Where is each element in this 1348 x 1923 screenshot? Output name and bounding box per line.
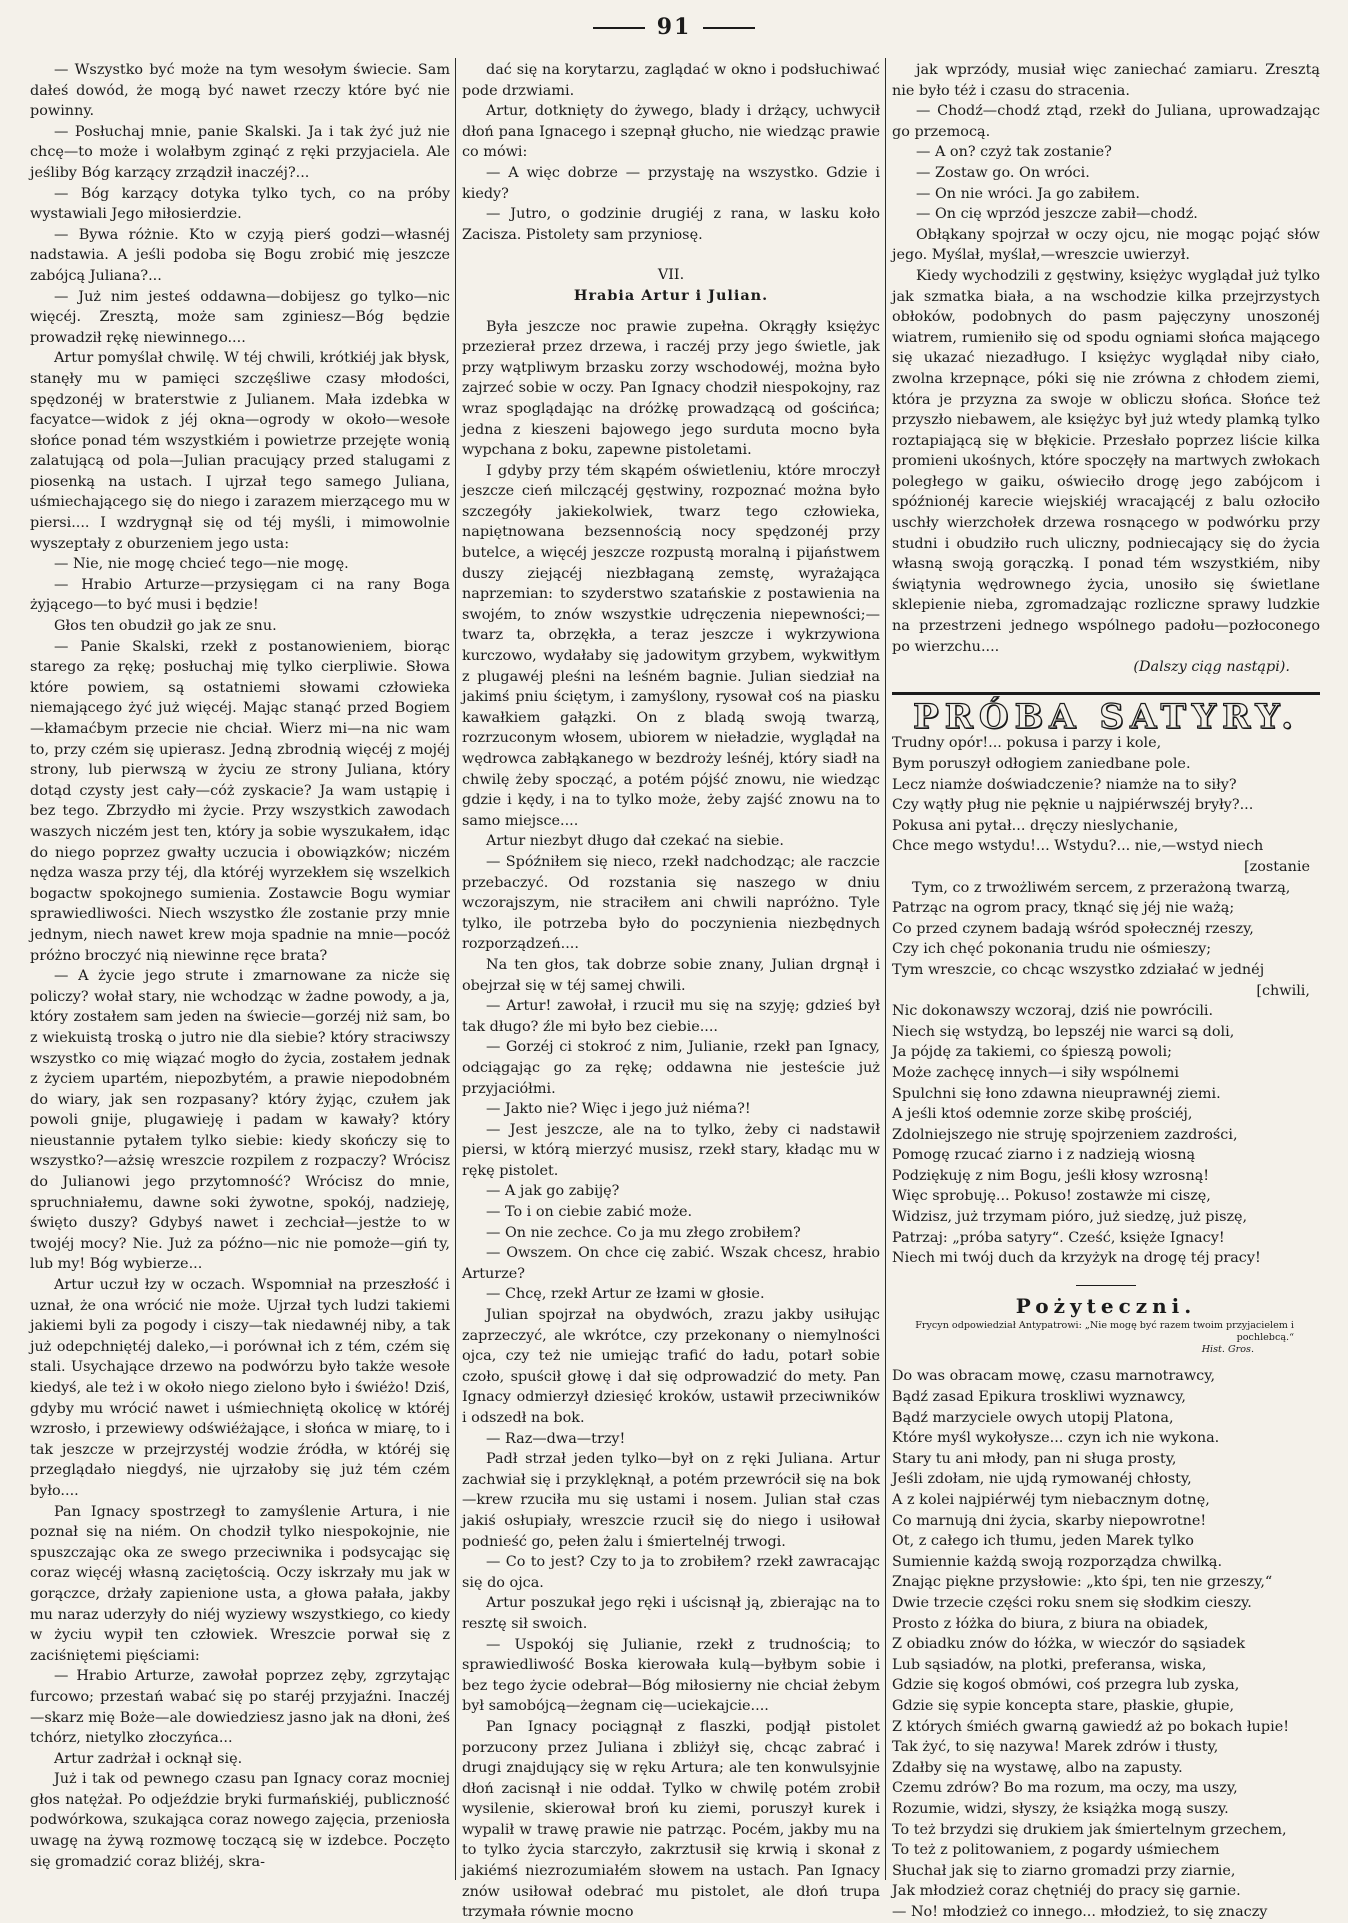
- verse-line: Niech się wstydzą, bo lepszéj nie warci są doli,: [892, 1023, 1235, 1040]
- paragraph: Była jeszcze noc prawie zupełna. Okrągły księżyc przezierał przez drzewa, i raczéj przy jego świetle, jak przy wątpliwym brzasku zorzy wschodowéj, można było zajrzeć sobie w oczy. Pan Ignacy chodził niespokojny, raz wraz spoglądając na dróżkę prowadzącą od gościńca; jedna z kieszeni bajowego jego surduta mocno była wypchana z boku, zapewne pistoletami.: [462, 318, 880, 459]
- paragraph: — Co to jest? Czy to ja to zrobiłem? rzekł zawracając się do ojca.: [462, 1554, 880, 1591]
- paragraph: Artur poszukał jego ręki i uścisnął ją, zbierając na to resztę sił swoich.: [462, 1595, 880, 1632]
- paragraph: — Hrabio Arturze—przysięgam ci na rany Boga żyjącego—to być musi i będzie!: [30, 576, 450, 614]
- section-divider: [892, 692, 1320, 695]
- verse-line: Jak młodzież coraz chętniéj do pracy się garnie.: [892, 1883, 1241, 1900]
- column-divider: [885, 58, 886, 1880]
- chapter-number: VII.: [657, 267, 685, 284]
- verse-line: Może zachęcę innych—i siły wspólnemi: [892, 1064, 1179, 1081]
- paragraph: Na ten głos, tak dobrze sobie znany, Julian drgnął i obejrzał się w téj samej chwili.: [462, 956, 880, 994]
- verse-line: Bym poruszył odłogiem zaniedbane pole.: [892, 756, 1191, 772]
- verse-line: Zdałby się na wystawę, albo na zapusty.: [892, 1759, 1183, 1776]
- verse-line: Pomogę rzucać ziarno i z nadzieją wiosną: [892, 1147, 1196, 1164]
- paragraph: — A on? czyż tak zostanie?: [916, 144, 1112, 161]
- verse-line: To też z politowaniem, z pogardy uśmiechem: [892, 1842, 1220, 1859]
- verse-line: Jeśli zdołam, nie ujdą rymowanéj chłosty,: [892, 1471, 1192, 1488]
- paragraph: — Chodź—chodź ztąd, rzekł do Juliana, uprowadzając go przemocą.: [892, 103, 1320, 140]
- paragraph: — Posłuchaj mnie, panie Skalski. Ja i tak żyć już nie chcę—to może i wolałbym zginąć z ręki przyjaciela. Ale jeśliby Bóg karzący zrządził inaczéj?...: [30, 123, 450, 181]
- verse-line: Bądź marzyciele owych utopij Platona,: [892, 1409, 1174, 1426]
- paragraph: — Jest jeszcze, ale na to tylko, żeby ci nadstawił piersi, w którą mierzyć musisz, rzekł stary, kładąc mu w rękę pistolet.: [462, 1121, 880, 1179]
- paragraph: — Zostaw go. On wróci.: [916, 164, 1090, 181]
- verse-line: Spulchni się łono zdawna nieuprawnéj ziemi.: [892, 1085, 1221, 1102]
- verse-line: Bądź zasad Epikura troskliwi wyznawcy,: [892, 1389, 1186, 1406]
- verse-line: Do was obracam mowę, czasu marnotrawcy,: [892, 1368, 1216, 1385]
- verse-line: Dwie trzecie części roku snem się słodkim cieszy.: [892, 1594, 1252, 1611]
- verse-line: To też brzydzi się drukiem jak śmiertelnym grzechem,: [892, 1821, 1287, 1838]
- paragraph: I gdyby przy tém skąpém oświetleniu, które mroczył jeszcze cień milczącéj gęstwiny, rozpoznać można było szczegóły jakiekolwiek, twarz tego człowieka, napiętnowana bezsennością nocy spędzonéj przy butelce, a więcéj jeszcze rozpustą moralną i pijaństwem duszy ziejącéj niezbłaganą zemstę, wyrażająca naprzemian: to szyderstwo szatańskie z postawienia na swojém, to znów wszystkie udręczenia niepewności;—twarz ta, obrzękła, a teraz jeszcze i wykrzywiona kurczowo, wydałaby się jadowitym grzybem, wykwitłym z plugawéj pleśni na leśném bagnie. Julian siedział na jakimś pniu ściętym, i zamyślony, rysował coś na piasku kawałkiem gałązki. On z bladą swoją twarzą, rozrzuconym włosem, ubiorem w nieładzie, wyglądał na wędrowca zabłąkanego w bezdroży leśnéj, który siadł na chwilę żeby spocząć, a potém pójść znowu, nie wiedząc gdzie i kędy, i na to tylko może, żeby zajść znowu na to samo miejsce....: [462, 462, 880, 829]
- verse-line: Nic dokonawszy wczoraj, dziś nie powrócili.: [892, 1003, 1214, 1020]
- paragraph: Julian spojrzał na obydwóch, zrazu jakby usiłując zaprzeczyć, ale wkrótce, czy przekonany o niemylności ojca, czy też nie umiejąc trafić do ładu, potarł sobie czoło, spuścił głowę i dał się odprowadzić do mety. Pan Ignacy odmierzył dziesięć kroków, ustawił przeciwników i odszedł na bok.: [462, 1307, 880, 1426]
- verse-line: Gdzie się sypie koncepta stare, płaskie, głupie,: [892, 1697, 1235, 1714]
- paragraph: — Owszem. On chce cię zabić. Wszak chcesz, hrabio Arturze?: [462, 1245, 880, 1282]
- paragraph: — On nie wróci. Ja go zabiłem.: [916, 185, 1140, 202]
- paragraph: — Jutro, o godzinie drugiéj z rana, w lasku koło Zacisza. Pistolety sam przyniosę.: [462, 206, 880, 243]
- paragraph: — Hrabio Arturze, zawołał poprzez zęby, zgrzytając furcowo; przestań wabać się po staréj przyjaźni. Inaczéj—skarz mię Boże—ale dowiedziesz jasno jak na dłoni, żeś tchórz, nietylko złoczyńca...: [30, 1668, 450, 1747]
- paragraph: — A jak go zabiję?: [486, 1183, 620, 1200]
- paragraph: — Bywa różnie. Kto w czyją pierś godzi—własnéj nadstawia. A jeśli podoba się Bogu zrobić mię jeszcze zabójcą Juliana?...: [30, 226, 450, 284]
- paragraph: — Artur! zawołał, i rzucił mu się na szyję; gdzieś był tak długo? źle mi było bez ciebie....: [462, 998, 880, 1035]
- verse-line: Ja pójdę za takiemi, co śpieszą powoli;: [892, 1044, 1172, 1061]
- verse-line: Tym wreszcie, co chcąc wszystko zdziałać w jednéj: [892, 961, 1265, 978]
- paragraph: Padł strzał jeden tylko—był on z ręki Juliana. Artur zachwiał się i przyklęknął, a potém przewrócił się na bok—krew rzuciła mu się ustami i nosem. Julian stał czas jakiś osłupiały, wreszcie rzucił się do niego i usiłował podnieść go, pełen żalu i śmiertelnéj trwogi.: [462, 1451, 880, 1550]
- verse-line: Czemu zdrów? Bo ma rozum, ma oczy, ma uszy,: [892, 1780, 1238, 1797]
- epigraph: [892, 1320, 1294, 1356]
- verse-line: Więc sprobuję... Pokuso! zostawże mi ciszę,: [892, 1188, 1211, 1205]
- verse-line: Ot, z całego ich tłumu, jeden Marek tylko: [892, 1533, 1194, 1550]
- verse-line: Co marnują dni życia, skarby niepowrotne!: [892, 1512, 1207, 1529]
- verse-line: Lecz niamże doświadczenie? niamże na to siły?: [892, 776, 1237, 793]
- verse-line: Patrzaj: „próba satyry“. Cześć, księże Ignacy!: [892, 1229, 1225, 1246]
- paragraph: Artur zadrżał i ocknął się.: [54, 1750, 243, 1767]
- verse-line: Niech mi twój duch da krzyżyk na drogę téj pracy!: [892, 1250, 1261, 1267]
- column-divider: [455, 58, 456, 1880]
- paragraph: — Bóg karzący dotyka tylko tych, co na próby wystawiali Jego miłosierdzie.: [30, 185, 450, 223]
- verse-line: Rozumie, widzi, słyszy, że książka mogą suszy.: [892, 1800, 1229, 1817]
- paragraph: — Panie Skalski, rzekł z postanowieniem, biorąc starego za rękę; posłuchaj mię tylko cierpliwie. Słowa które powiem, są ostatniemi słowami człowieka niemającego żyć już więcéj. Mając stanąć przed Bogiem—kłamaćbym przecie nie chciał. Wierz mi—na nic wam to, przy czém się upierasz. Jedną zbrodnią więcéj z mojéj strony, lub pierwszą w życiu ze strony Juliana, który dotąd czysty jest cały—cóż zyskacie? Ja wam ustąpię i bez tego. Zbrzydło mi życie. Przy wszystkich zawodach waszych niczém jest ten, który ja sobie wyszukałem, idąc do niego poprzez gwałty uczucia i obowiązków; niczém nędza wasza przy téj, dla któréj wyrzekłem się wszelkich bogactw spokojnego sumienia. Zostawcie Bogu wymiar sprawiedliwości. Niech wszystko źle zostanie przy mnie jednym, niech nawet krew moja spadnie na mnie—pocóż próżno broczyć nią niewinne ręce brata?: [30, 638, 450, 964]
- verse-line: Pokusa ani pytał... dręczy nieslychanie,: [892, 817, 1179, 834]
- verse-line: Które myśl wykołysze... czyn ich nie wykona.: [892, 1430, 1220, 1447]
- column-2: [462, 60, 880, 1921]
- paragraph: — Nie, nie mogę chcieć tego—nie mogę.: [54, 556, 349, 573]
- paragraph: Głos ten obudził go jak ze snu.: [54, 618, 277, 635]
- verse-line: A jeśli ktoś odemnie zorze skibę prościéj,: [892, 1106, 1193, 1123]
- verse-line-continuation: [chwili,: [1256, 982, 1310, 999]
- paragraph: — Spóźniłem się nieco, rzekł nadchodząc; ale raczcie przebaczyć. Od rozstania się naszego w dniu wczorajszym, nie straciłem ani chwili napróżno. Tyle tylko, ile potrzeba było do poczynienia niezbędnych rozporządzeń....: [462, 853, 880, 953]
- verse-line: Tak żyć, to się nazywa! Marek zdrów i tłusty,: [892, 1739, 1219, 1756]
- verse-line: Znając piękne przysłowie: „kto śpi, ten nie grzeszy,“: [892, 1574, 1273, 1591]
- continued-note: (Dalszy ciąg nastąpi).: [1133, 659, 1290, 676]
- paragraph: — Chcę, rzekł Artur ze łzami w głosie.: [486, 1286, 765, 1303]
- page-number: 91: [0, 14, 1348, 40]
- verse-line: Sumiennie każdą swoją rozporządza chwilką.: [892, 1553, 1223, 1570]
- column-1: [30, 60, 450, 1878]
- verse-line: Czy ich chęć pokonania trudu nie ośmieszy;: [892, 941, 1212, 958]
- paragraph: Obłąkany spojrzał w oczy ojcu, nie mogąc pojąć słów jego. Myślał, myślał,—wreszcie uwierzył.: [892, 226, 1320, 264]
- verse-line: Lub sąsiadów, na plotki, preferansa, wiska,: [892, 1656, 1207, 1673]
- paragraph: Artur pomyślał chwilę. W téj chwili, krótkiéj jak błysk, stanęły mu w pamięci szczęśliwe czasy młodości, spędzonéj w braterstwie z Julianem. Mała izdebka w facyatce—widok z jéj okna—ogrody w około—wesołe słońce ponad tém wszystkiém i powietrze przejęte wonią zalatującą od pola—Julian pracujący przed stalugami z piosenką na ustach. I ujrzał tego samego Juliana, uśmiechającego się do niego i zarazem mierzącego mu w piersi.... I wzdrygnął się od téj myśli, i mimowolnie wyszeptały z oburzeniem jego usta:: [30, 350, 450, 552]
- paragraph: Już i tak od pewnego czasu pan Ignacy coraz mocniej głos natężał. Po odjeździe bryki furmańskiéj, publiczność podwórkowa, szukająca coraz nowego zajęcia, przeniosła uwagę na żywą rozmowę toczącą się w izdebce. Poczęto się gromadzić coraz bliżéj, skra-: [30, 1771, 450, 1870]
- paragraph: Artur niezbyt długo dał czekać na siebie.: [486, 833, 784, 850]
- verse-line: Gdzie się kogoś obmówi, coś przegra lub zyska,: [892, 1677, 1240, 1694]
- verse-line: A z kolei najpiérwéj tym niebacznym dotnę,: [892, 1492, 1210, 1508]
- satire-title: PRÓBA SATYRY.: [913, 696, 1299, 737]
- paragraph: — On cię wprzód jeszcze zabił—chodź.: [916, 206, 1198, 223]
- paragraph: — Już nim jesteś oddawna—dobijesz go tylko—nic więcéj. Zresztą, może sam zginiesz—Bóg będzie prowadził rękę niewinnego....: [30, 288, 450, 346]
- epigraph-source: Hist. Gros.: [1201, 1344, 1254, 1356]
- verse-line: — No! młodzież co innego... młodzież, to się znaczy: [892, 1903, 1268, 1920]
- verse-line: Co przed czynem badają wśród społecznéj rzeszy,: [892, 920, 1254, 937]
- column-3: [892, 60, 1320, 1920]
- paragraph: — A więc dobrze — przystaję na wszystko. Gdzie i kiedy?: [462, 164, 880, 202]
- verse-line: Trudny opór!... pokusa i parzy i kole,: [892, 735, 1162, 752]
- paragraph: Kiedy wychodzili z gęstwiny, księżyc wyglądał już tylko jak szmatka biała, a na wschodzie kilka przejrzystych obłoków, podobnych do pasm pajęczyny unoszonéj wiatrem, rumieniło się od spodu ogniami słońca mającego się ukazać niezadługo. I księżyc wyglądał niby ciało, zwolna krzepnące, póki się nie zrówna z chłodem ziemi, która je przyzna za swoje w obliczu słońca. Słońce też przyszło niebawem, ale księżyc był już wtedy plamką tylko roztapiającą się w błękicie. Przesłało poprzez liście kilka promieni ukośnych, które spoczęły na martwych zwłokach poległego w gaiku, oświeciło drogę jego zabójcom i spóźnionéj karecie wiejskiéj wracającéj z balu ozłociło uschły wierzchołek drzewa rosnącego w podwórku przy studni i obudziło ruch uliczny, podniecający się do życia własną swoją gorączką. I ponad tém wszystkiém, niby świątynia wędrownego życia, unosiło się świetlane sklepienie nieba, zgromadzając rozliczne sprawy ludzkie na przestrzeni jednego wspólnego padołu—pozłoconego po wierzchu....: [892, 267, 1320, 655]
- paragraph: — To i on ciebie zabić może.: [486, 1204, 693, 1221]
- paragraph: Artur, dotknięty do żywego, blady i drżący, uchwycił dłoń pana Ignacego i szepnął głucho, nie wiedząc prawie co mówi:: [462, 103, 880, 161]
- satire-poem: [892, 733, 1320, 1268]
- paragraph: — Uspokój się Julianie, rzekł z trudnością; to sprawiedliwość Boska kierowała kulą—byłbym sobie i bez tego życie odebrał—Bóg miłosierny nie chciał żebym był samobójcą—żegnam cię—uciekajcie....: [462, 1636, 880, 1715]
- verse-line: Podziękuję z nim Bogu, jeśli kłosy wzrosną!: [892, 1167, 1210, 1184]
- paragraph: — On nie zechce. Co ja mu złego zrobiłem?: [486, 1224, 801, 1241]
- verse-line: Patrząc na ogrom pracy, tknąć się jéj nie ważą;: [892, 900, 1235, 917]
- epigraph-text: Frycyn odpowiedział Antypatrowi: „Nie mogę być razem twoim przyjacielem i pochlebcą.“: [915, 1320, 1294, 1344]
- verse-line-continuation: [zostanie: [1244, 858, 1310, 875]
- paragraph: dać się na korytarzu, zaglądać w okno i podsłuchiwać pode drzwiami.: [462, 62, 880, 99]
- short-divider: [1076, 1285, 1136, 1286]
- useful-title: Pożyteczni.: [1015, 1293, 1197, 1318]
- paragraph: Pan Ignacy pociągnął z flaszki, podjął pistolet porzucony przez Juliana i zbliżył się, chcąc zabrać i drugi znajdujący się w ręku Artura; ale ten konwulsyjnie dłoń zacisnął i nie oddał. Tylko w chwilę potém zrobił wysilenie, skierował broń ku ziemi, poruszył kurek i wypalił w trawę prawie nie patrząc. Pocém, jakby mu na to tylko życia starczyło, zakrztusił się krwią i skonał z jakiémś niezrozumiałém słowem na ustach. Pan Ignacy znów usiłował odebrać mu pistolet, ale dłoń trupa trzymała równie mocno: [462, 1718, 880, 1921]
- paragraph: Artur uczuł łzy w oczach. Wspomniał na przeszłość i uznał, że ona wrócić nie może. Ujrzał tych ludzi takiemi jakiemi byli za pogody i ciszy—tak niedawnéj niby, a tak już odepchniętéj daleko,—i porównał ich z tém, czém się stali. Usychające drzewo na podwórzu było także wesołe kiedyś, ale też i w około niego zielono było i świéżo! Dziś, gdyby mu wrócić nawet i uśmiechniętą okolicę w któréj wzrosło, i przewiewy odświéżające, i słońca w miarę, to i tak jeszcze w przejrzystéj wodzie źródła, w któréj się przeglądało niegdyś, nie ujrzałoby się już tém czém było....: [30, 1277, 450, 1499]
- chapter-title: Hrabia Artur i Julian.: [573, 286, 769, 304]
- paragraph: Pan Ignacy spostrzegł to zamyślenie Artura, i nie poznał się na niém. On chodził tylko niespokojnie, nie spuszczając oka ze swego przeciwnika i podsycając się coraz więcéj własną zaciętością. Oczy iskrzały mu jak w gorączce, drżały zapienione usta, a głowa pałała, jakby mu naraz uderzyły do niéj wyziewy wszystkiego, co kiedy w życiu wypił ten człowiek. Wreszcie porwał się z zaciśniętemi pięściami:: [30, 1503, 450, 1664]
- verse-line: Słuchał jak się to ziarno gromadzi przy ziarnie,: [892, 1862, 1236, 1879]
- paragraph: — Wszystko być może na tym wesołym świecie. Sam dałeś dowód, że mogą być nawet rzeczy które być nie powinny.: [30, 62, 450, 120]
- verse-line: Z obiadku znów do łóżka, w wieczór do sąsiadek: [892, 1636, 1246, 1653]
- verse-line: Chce mego wstydu!... Wstydu?... nie,—wstyd niech: [892, 838, 1264, 855]
- verse-line: Prosto z łóżka do biura, z biura na obiadek,: [892, 1615, 1209, 1632]
- verse-line: Widzisz, już trzymam pióro, już siedzę, już piszę,: [892, 1209, 1248, 1226]
- paragraph: jak wprzódy, musiał więc zaniechać zamiaru. Zresztą nie było téż i czasu do stracenia.: [892, 62, 1320, 99]
- verse-line: Z których śmiéch gwarną gawiedź aż po bokach łupie!: [892, 1718, 1290, 1735]
- verse-line: Tym, co z trwożliwém sercem, z przerażoną twarzą,: [912, 879, 1291, 896]
- verse-line: Czy wątły pług nie pęknie u najpiérwszéj bryły?...: [892, 797, 1254, 814]
- paragraph: — A życie jego strute i zmarnowane za nicże się policzy? wołał stary, nie wchodząc w żadne powody, a ja, który zostałem sam jeden na świecie—gorzéj niż sam, bo z wiekuistą troską o jutro nie dla siebie? który straciwszy wszystko co mię wiązać mogło do życia, zostałem jednak z życiem upartém, niepozbytém, a prawie niepodobném do wiary, jak sen rozpasany? który żyjąc, czułem jak powoli gnije, plugawieję i padam w kawały? który nieustannie pytałem tylko siebie: kiedy skończy się to wszystko?—ażsię wreszcie rozpilem z rozpaczy? Wrócisz do Julianowi jego przytomność? Wrócisz do mnie, spruchniałemu, dawne soki żywotne, spokój, nadzieję, święto duszy? Gdybyś nawet i zechciał—jestże to w twojéj mocy? Nie. Już za późno—nic nie pomoże—giń ty, lub my! Bóg wybierze...: [30, 968, 450, 1273]
- paragraph: — Jakto nie? Więc i jego już niéma?!: [486, 1101, 751, 1118]
- useful-poem: [892, 1366, 1320, 1922]
- paragraph: — Raz—dwa—trzy!: [486, 1430, 626, 1447]
- verse-line: Zdolniejszego nie struję spojrzeniem zazdrości,: [892, 1126, 1238, 1143]
- paragraph: — Gorzéj ci stokroć z nim, Julianie, rzekł pan Ignacy, odciągając go za rękę; oddawna nie jesteście już przyjaciółmi.: [462, 1039, 880, 1097]
- verse-line: Stary tu ani młody, pan ni sługa prosty,: [892, 1450, 1177, 1467]
